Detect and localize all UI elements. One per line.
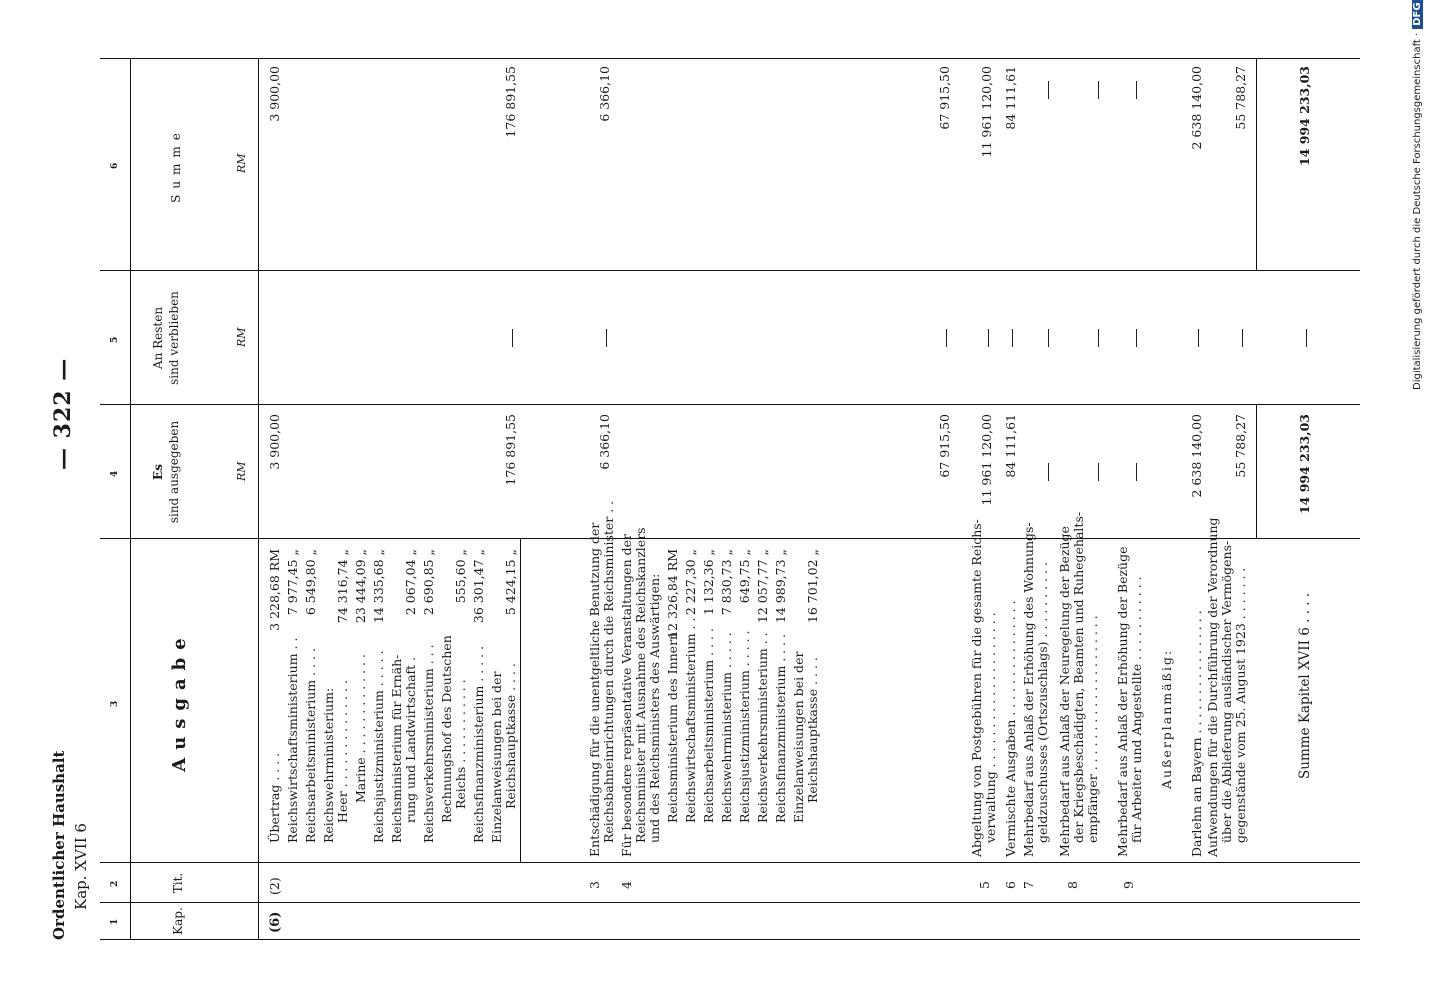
aufwend-summe: 55 788,27 (1233, 66, 1248, 130)
budget-table (100, 58, 1360, 940)
row9-rest-dash (1136, 329, 1137, 347)
kap-value: (6) (268, 911, 283, 933)
title-2-item-amount: 2 067,04 „ (403, 549, 418, 616)
col-divider-5 (100, 270, 1360, 271)
row3-ausgegeben: 6 366,10 (597, 414, 612, 470)
row3-summe: 6 366,10 (597, 66, 612, 122)
aufwend-line2: über die Ablieferung ausländischer Vermögens- (1219, 540, 1234, 843)
title-2-item-amount: 7 977,45 „ (285, 549, 300, 616)
row9-summe-dash (1136, 81, 1137, 99)
total-rule-summe (1256, 59, 1257, 271)
title-4-item-label: Reichsfinanzministerium . . . . (773, 633, 788, 823)
row4-rest-dash (946, 329, 947, 347)
title-4-item-label: Reichswehrministerium . . . . . (719, 632, 734, 823)
row5-rest-dash (988, 329, 989, 347)
running-title: Ordentlicher Haushalt (50, 750, 68, 940)
chapter-reference: Kap. XVII 6 (72, 823, 90, 910)
column-number-3: 3 (110, 700, 120, 707)
ausserplanmaessig-heading: Außerplanmäßig: (1159, 648, 1174, 789)
title-2-item-amount: 5 424,15 „ (503, 549, 518, 616)
tit-value: (2) (267, 877, 282, 895)
header-resten-line2: sind verblieben (167, 291, 182, 385)
row4-line2: Reichsminister mit Ausnahme des Reichskanzlers (633, 527, 648, 843)
title-4-item-amount: 649,75 „ (737, 549, 752, 604)
title-2-item-amount: 555,60 „ (453, 549, 468, 604)
row5-line2: verwaltung . . . . . . . . . . . . . . . . . . . . (983, 612, 998, 843)
title-2-item-label: Reichsministerium für Ernäh- (389, 654, 404, 843)
row3-rest-dash (606, 329, 607, 347)
total-label: Summe Kapitel XVII 6 . . . . (1297, 592, 1313, 779)
page-number: — 322 — (50, 357, 76, 470)
row4-ausgegeben: 67 915,50 (937, 414, 952, 478)
darlehn-rest-dash (1198, 329, 1199, 347)
row3-line2: Reichsbahneinrichtungen durch die Reichsminister . . (601, 500, 616, 843)
row9-line1: Mehrbedarf aus Anlaß der Erhöhung der Bezüge (1115, 546, 1130, 857)
title-2-item-label: rung und Landwirtschaft . (403, 656, 418, 823)
title-4-item-label: Reichshauptkasse . . . . (805, 657, 820, 803)
unit-summe: RM (235, 153, 248, 173)
darlehn-line1: Darlehn an Bayern . . . . . . . . . . . . . . . . (1189, 610, 1204, 857)
title-2-item-label: Übertrag . . . . (267, 752, 282, 843)
tit-5: 5 (977, 881, 992, 889)
title-4-item-label: Reichsjustizministerium . . . . . (737, 630, 752, 823)
row9-ausgegeben-dash (1136, 463, 1137, 481)
column-number-1: 1 (110, 918, 120, 925)
row3-line1: Entschädigung für die unentgeltliche Benutzung der (587, 522, 602, 857)
aufwend-line3: gegenstände vom 25. August 1923 . . . . . . . (1233, 567, 1248, 843)
column-number-6: 6 (110, 162, 120, 169)
title-2-ausgegeben: 176 891,55 (503, 414, 518, 486)
row8-summe-dash (1098, 81, 1099, 99)
col-divider-3 (100, 538, 1360, 539)
header-ausgabe: Ausgabe (169, 630, 190, 772)
title-4-item-label: Reichswirtschaftsministerium . . (683, 617, 698, 823)
title-2-summe: 3 900,00 (267, 66, 282, 122)
title-4-item-label: Reichsministerium des Innern (665, 631, 680, 823)
row7-line2: geldzuschusses (Ortszuschlags) . . . . . . . . . . (1035, 561, 1050, 843)
tit-8: 8 (1065, 881, 1080, 889)
title-2-item-amount: 6 549,80 „ (303, 549, 318, 616)
header-ausgegeben-line2: sind ausgegeben (167, 420, 182, 524)
title-2-summe: 176 891,55 (503, 66, 518, 138)
title-2-item-label: Reichswirtschaftsministerium . . (285, 637, 300, 843)
total-rule-ausgegeben (1256, 405, 1257, 539)
title-2-item-label: Einzelanweisungen bei der (489, 671, 504, 843)
title-2-item-label: Rechnungshof des Deutschen (439, 635, 454, 823)
col-divider-2 (100, 862, 1360, 863)
title-2-ausgegeben: 3 900,00 (267, 414, 282, 470)
title-4-item-amount: 1 132,36 „ (701, 549, 716, 616)
header-bottom-line (258, 59, 259, 939)
tit-9: 9 (1121, 881, 1136, 889)
total-summe: 14 994 233,03 (1297, 66, 1312, 167)
title-4-item-amount: 14 989,73 „ (773, 549, 788, 624)
title-2-item-amount: 3 228,68 RM (267, 549, 282, 631)
row5-line1: Abgeltung von Postgebühren für die gesamte Reichs- (969, 519, 984, 857)
title-2-item-amount: 23 444,09 „ (353, 549, 368, 624)
row7-ausgegeben-dash (1048, 463, 1049, 481)
column-number-5: 5 (110, 336, 120, 343)
row6-ausgegeben: 84 111,61 (1003, 414, 1018, 478)
row7-line1: Mehrbedarf aus Anlaß der Erhöhung des Wohnungs- (1021, 522, 1036, 857)
row6-line1: Vermischte Ausgaben . . . . . . . . . . . . . . . (1003, 600, 1018, 857)
total-rest-dash (1306, 329, 1307, 347)
row5-summe: 11 961 120,00 (979, 66, 994, 158)
row8-line1: Mehrbedarf aus Anlaß der Neuregelung der Bezüge (1057, 526, 1072, 857)
row8-line3: empfänger . . . . . . . . . . . . . . . . . . . . (1085, 615, 1100, 843)
title-2-item-label: Reichsarbeitsministerium . . . . (303, 648, 318, 843)
title-4-item-amount: 2 227,30 „ (683, 549, 698, 616)
title-2-item-label: Reichs . . . . . . . . . . . (453, 679, 468, 809)
col-divider-4 (100, 404, 1360, 405)
title-4-item-label: Reichsarbeitsministerium . . . . (701, 628, 716, 823)
unit-ausgegeben: RM (235, 461, 248, 481)
aufwend-line1: Aufwendungen für die Durchführung der Verordnung (1205, 517, 1220, 857)
aufwend-rest-dash (1242, 329, 1243, 347)
row4-line3: und des Reichsministers des Auswärtigen: (647, 573, 662, 843)
row7-summe-dash (1048, 81, 1049, 99)
row6-summe: 84 111,61 (1003, 66, 1018, 130)
row6-rest-dash (1012, 329, 1013, 347)
title-2-item-label: Heer . . . . . . . . . . . . . . (335, 680, 350, 823)
row4-summe: 67 915,50 (937, 66, 952, 130)
row7-rest-dash (1048, 329, 1049, 347)
title-4-item-label: Reichsverkehrsministerium . . (755, 632, 770, 823)
title-2-item-amount: 36 301,47 „ (471, 549, 486, 624)
darlehn-ausgegeben: 2 638 140,00 (1189, 414, 1204, 498)
row8-rest-dash (1098, 329, 1099, 347)
column-number-2: 2 (110, 880, 120, 887)
title-2-item-label: Reichsjustizministerium . . . . . (371, 650, 386, 843)
header-tit: Tit. (171, 872, 185, 894)
row5-ausgegeben: 11 961 120,00 (979, 414, 994, 506)
title-2-underline (520, 539, 521, 863)
tit-4: 4 (619, 881, 634, 889)
col-divider-1 (100, 902, 1360, 903)
tit-6: 6 (1003, 881, 1018, 889)
tit-3: 3 (587, 881, 602, 889)
column-number-line (130, 59, 131, 939)
header-resten (150, 271, 182, 405)
header-resten-line1: An Resten (151, 306, 165, 370)
digitization-text: Digitalisierung gefördert durch die Deutsche Forschungsgemeinschaft · (1412, 32, 1423, 390)
title-2-item-label: Reichsfinanzministerium . . . . . (471, 645, 486, 843)
header-ausgegeben-line1: Es (151, 464, 165, 480)
total-ausgegeben: 14 994 233,03 (1297, 414, 1312, 515)
title-4-item-amount: 7 830,73 „ (719, 549, 734, 616)
header-summe: Summe (169, 127, 183, 203)
row8-line2: der Kriegsbeschädigten, Beamten und Ruhegehalts- (1071, 511, 1086, 843)
column-number-4: 4 (110, 470, 120, 477)
title-2-rest-dash (512, 329, 513, 347)
dfg-logo: DFG (1412, 0, 1423, 29)
unit-resten: RM (235, 327, 248, 347)
title-2-item-label: Reichsverkehrsministerium . . . (421, 644, 436, 843)
title-4-item-label: Einzelanweisungen bei der (791, 651, 806, 823)
header-ausgegeben (150, 405, 182, 539)
title-2-item-amount: 74 316,74 „ (335, 549, 350, 624)
title-2-item-label: Reichswehrministerium: (321, 687, 336, 843)
row4-line1: Für besondere repräsentative Veranstaltungen der (619, 534, 634, 857)
title-2-item-amount: 2 690,85 „ (421, 549, 436, 616)
darlehn-summe: 2 638 140,00 (1189, 66, 1204, 150)
tit-7: 7 (1021, 881, 1036, 889)
aufwend-ausgegeben: 55 788,27 (1233, 414, 1248, 478)
title-2-item-amount: 14 335,68 „ (371, 549, 386, 624)
title-2-item-label: Marine . . . . . . . . . . . . . (353, 654, 368, 803)
title-2-item-label: Reichshauptkasse . . . . (503, 663, 518, 809)
row8-ausgegeben-dash (1098, 463, 1099, 481)
title-4-item-amount: 12 057,77 „ (755, 549, 770, 624)
header-kap: Kap. (171, 907, 185, 935)
digitization-note (1412, 0, 1423, 390)
title-4-item-amount: 16 701,02 „ (805, 549, 820, 624)
row9-line2: für Arbeiter und Angestellte . . . . . . . . . . . (1129, 576, 1144, 843)
title-4-item-amount: 12 326,84 RM (665, 549, 680, 639)
